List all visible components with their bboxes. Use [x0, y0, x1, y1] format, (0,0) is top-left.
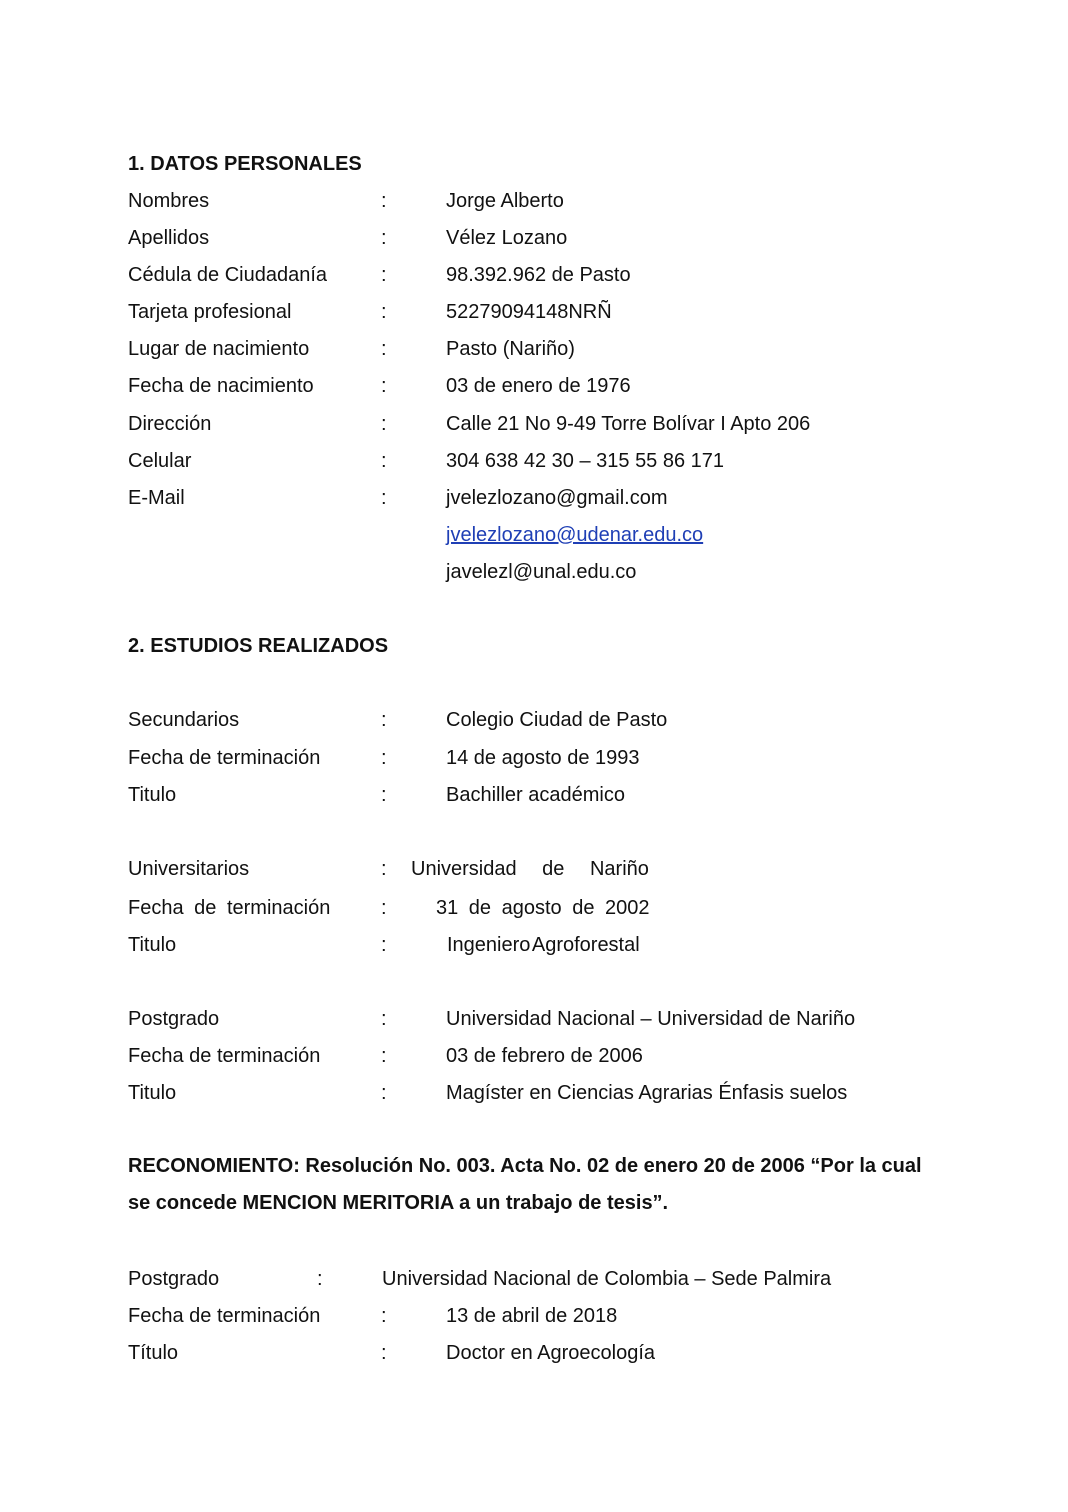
value-secundarios: Colegio Ciudad de Pasto	[446, 709, 668, 731]
colon-separator: :	[381, 375, 387, 397]
colon-separator: :	[381, 934, 387, 956]
colon-separator: :	[381, 1045, 387, 1067]
label-fecha-terminacion: Fecha de terminación	[128, 897, 331, 919]
label-fecha-terminacion: Fecha de terminación	[128, 1305, 321, 1327]
colon-separator: :	[381, 487, 387, 509]
label-fecha-terminacion: Fecha de terminación	[128, 1045, 321, 1067]
label-postgrado: Postgrado	[128, 1268, 220, 1290]
value-titulo: Ingeniero Agroforestal	[447, 934, 640, 956]
label-postgrado: Postgrado	[128, 1008, 220, 1030]
value-universitarios: Universidad de Nariño	[411, 858, 649, 880]
value-fecha-terminacion: 14 de agosto de 1993	[446, 747, 640, 769]
colon-separator: :	[381, 1082, 387, 1104]
label-celular: Celular	[128, 450, 192, 472]
colon-separator: :	[381, 338, 387, 360]
value-postgrado: Universidad Nacional – Universidad de Nariño	[446, 1008, 856, 1030]
colon-separator: :	[381, 413, 387, 435]
value-tarjeta-profesional: 52279094148NRÑ	[446, 301, 612, 323]
value-celular: 304 638 42 30 – 315 55 86 171	[446, 450, 725, 472]
colon-separator: :	[381, 1342, 387, 1364]
value-apellidos: Vélez Lozano	[446, 227, 568, 249]
value-email-unal: javelezl@unal.edu.co	[446, 561, 637, 583]
label-titulo: Titulo	[128, 784, 177, 806]
value-fecha-terminacion: 13 de abril de 2018	[446, 1305, 618, 1327]
colon-separator: :	[381, 1305, 387, 1327]
colon-separator: :	[381, 301, 387, 323]
email-link-udenar[interactable]: jvelezlozano@udenar.edu.co	[446, 524, 704, 546]
label-secundarios: Secundarios	[128, 709, 240, 731]
colon-separator: :	[381, 450, 387, 472]
label-nombres: Nombres	[128, 190, 210, 212]
label-titulo: Título	[128, 1342, 179, 1364]
colon-separator: :	[381, 897, 387, 919]
label-titulo: Titulo	[128, 1082, 177, 1104]
label-fecha-terminacion: Fecha de terminación	[128, 747, 321, 769]
colon-separator: :	[381, 227, 387, 249]
label-titulo: Titulo	[128, 934, 177, 956]
label-universitarios: Universitarios	[128, 858, 250, 880]
value-direccion: Calle 21 No 9-49 Torre Bolívar I Apto 206	[446, 413, 811, 435]
label-cedula: Cédula de Ciudadanía	[128, 264, 328, 286]
value-titulo: Doctor en Agroecología	[446, 1342, 656, 1364]
value-email-gmail: jvelezlozano@gmail.com	[446, 487, 668, 509]
value-cedula: 98.392.962 de Pasto	[446, 264, 631, 286]
value-fecha-nacimiento: 03 de enero de 1976	[446, 375, 631, 397]
colon-separator: :	[381, 747, 387, 769]
colon-separator: :	[317, 1268, 323, 1290]
label-direccion: Dirección	[128, 413, 212, 435]
colon-separator: :	[381, 264, 387, 286]
value-fecha-terminacion: 31 de agosto de 2002	[436, 897, 650, 919]
section-heading-datos-personales: 1. DATOS PERSONALES	[128, 153, 362, 175]
label-email: E-Mail	[128, 487, 185, 509]
colon-separator: :	[381, 858, 387, 880]
colon-separator: :	[381, 1008, 387, 1030]
colon-separator: :	[381, 784, 387, 806]
value-nombres: Jorge Alberto	[446, 190, 564, 212]
value-fecha-terminacion: 03 de febrero de 2006	[446, 1045, 643, 1067]
label-apellidos: Apellidos	[128, 227, 210, 249]
label-lugar-nacimiento: Lugar de nacimiento	[128, 338, 310, 360]
label-fecha-nacimiento: Fecha de nacimiento	[128, 375, 314, 397]
value-titulo: Magíster en Ciencias Agrarias Énfasis suelos	[446, 1082, 848, 1104]
colon-separator: :	[381, 190, 387, 212]
section-heading-estudios-realizados: 2. ESTUDIOS REALIZADOS	[128, 635, 389, 657]
colon-separator: :	[381, 709, 387, 731]
value-lugar-nacimiento: Pasto (Nariño)	[446, 338, 575, 360]
value-postgrado: Universidad Nacional de Colombia – Sede Palmira	[382, 1268, 832, 1290]
value-titulo: Bachiller académico	[446, 784, 625, 806]
label-tarjeta-profesional: Tarjeta profesional	[128, 301, 292, 323]
reconocimiento-paragraph: RECONOMIENTO: Resolución No. 003. Acta No. 02 de enero 20 de 2006 “Por la cual se concede MENCION MERITORIA a un trabajo de tesis”.	[128, 1155, 922, 1214]
